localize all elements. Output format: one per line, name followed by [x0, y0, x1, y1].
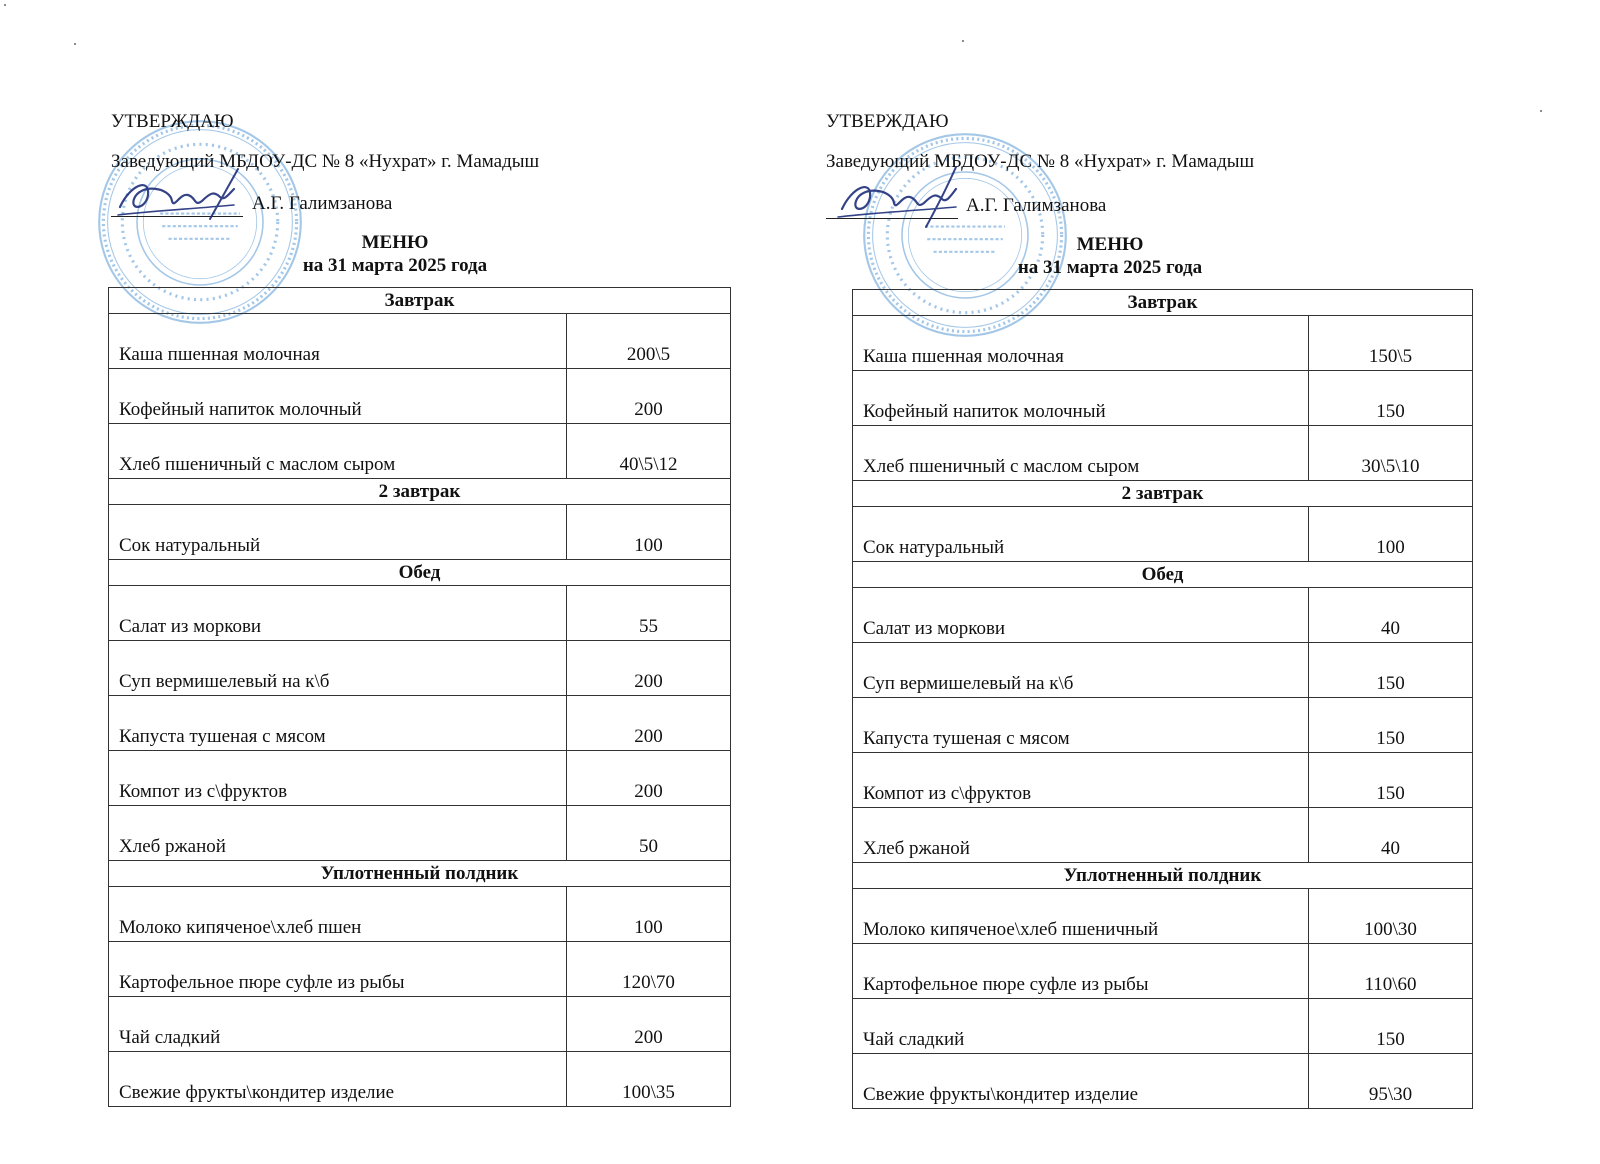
menu-row — [853, 507, 1473, 562]
menu-row — [109, 369, 731, 424]
dish-quantity: 95\30 — [1309, 1054, 1473, 1109]
dish-quantity: 150 — [1309, 753, 1473, 808]
dish-name: Молоко кипяченое\хлеб пшен — [109, 887, 567, 942]
section-title: Уплотненный полдник — [853, 863, 1473, 889]
menu-row — [109, 424, 731, 479]
menu-row — [853, 426, 1473, 481]
section-title: Обед — [109, 560, 731, 586]
dish-name: Кофейный напиток молочный — [853, 371, 1309, 426]
dish-quantity: 150 — [1309, 643, 1473, 698]
dish-name: Чай сладкий — [853, 999, 1309, 1054]
menu-row — [109, 887, 731, 942]
dish-name: Хлеб пшеничный с маслом сыром — [109, 424, 567, 479]
dish-name: Компот из с\фруктов — [853, 753, 1309, 808]
menu-row — [853, 753, 1473, 808]
dish-quantity: 150\5 — [1309, 316, 1473, 371]
menu-row — [853, 588, 1473, 643]
menu-sheet-right — [800, 0, 1600, 1164]
dish-quantity: 100 — [567, 887, 731, 942]
section-row — [109, 479, 731, 505]
dish-name: Сок натуральный — [853, 507, 1309, 562]
approve-name: А.Г. Галимзанова — [966, 195, 1107, 216]
dish-name: Салат из моркови — [853, 588, 1309, 643]
menu-row — [109, 806, 731, 861]
dish-quantity: 200\5 — [567, 314, 731, 369]
dish-quantity: 120\70 — [567, 942, 731, 997]
dish-name: Капуста тушеная с мясом — [109, 696, 567, 751]
dish-name: Сок натуральный — [109, 505, 567, 560]
dish-quantity: 100 — [567, 505, 731, 560]
menu-date: на 31 марта 2025 года — [1017, 257, 1203, 278]
dish-name: Салат из моркови — [109, 586, 567, 641]
section-row — [853, 562, 1473, 588]
menu-table — [108, 287, 731, 1107]
menu-row — [109, 751, 731, 806]
scan-speck — [74, 43, 76, 45]
menu-row — [853, 999, 1473, 1054]
menu-row — [109, 586, 731, 641]
section-row — [853, 863, 1473, 889]
menu-heading — [960, 233, 1260, 279]
section-title: Завтрак — [853, 290, 1473, 316]
dish-name: Хлеб ржаной — [853, 808, 1309, 863]
dish-quantity: 40 — [1309, 808, 1473, 863]
menu-row — [853, 316, 1473, 371]
dish-quantity: 200 — [567, 997, 731, 1052]
dish-name: Картофельное пюре суфле из рыбы — [109, 942, 567, 997]
dish-quantity: 150 — [1309, 371, 1473, 426]
dish-name: Суп вермишелевый на к\б — [109, 641, 567, 696]
menu-table — [852, 289, 1473, 1109]
dish-quantity: 30\5\10 — [1309, 426, 1473, 481]
menu-row — [853, 944, 1473, 999]
menu-row — [853, 889, 1473, 944]
dish-name: Молоко кипяченое\хлеб пшеничный — [853, 889, 1309, 944]
menu-row — [109, 1052, 731, 1107]
dish-quantity: 150 — [1309, 999, 1473, 1054]
menu-row — [853, 643, 1473, 698]
dish-name: Кофейный напиток молочный — [109, 369, 567, 424]
dish-quantity: 40 — [1309, 588, 1473, 643]
approve-title: УТВЕРЖДАЮ — [826, 111, 949, 132]
menu-row — [853, 808, 1473, 863]
menu-heading — [245, 231, 545, 277]
section-row — [109, 288, 731, 314]
section-title: Уплотненный полдник — [109, 861, 731, 887]
approve-position: Заведующий МБДОУ-ДС № 8 «Нухрат» г. Мамадыш — [826, 151, 1255, 172]
menu-row — [853, 1054, 1473, 1109]
dish-quantity: 55 — [567, 586, 731, 641]
menu-row — [109, 997, 731, 1052]
section-title: 2 завтрак — [853, 481, 1473, 507]
dish-quantity: 200 — [567, 641, 731, 696]
handwritten-signature — [110, 165, 250, 225]
menu-row — [853, 698, 1473, 753]
dish-name: Компот из с\фруктов — [109, 751, 567, 806]
dish-quantity: 200 — [567, 369, 731, 424]
dish-name: Чай сладкий — [109, 997, 567, 1052]
dish-quantity: 200 — [567, 696, 731, 751]
dish-quantity: 150 — [1309, 698, 1473, 753]
section-title: Завтрак — [109, 288, 731, 314]
handwritten-signature — [830, 165, 970, 230]
scan-speck — [962, 40, 964, 42]
section-row — [109, 861, 731, 887]
menu-title: МЕНЮ — [1076, 234, 1144, 255]
dish-name: Каша пшенная молочная — [853, 316, 1309, 371]
menu-row — [853, 371, 1473, 426]
menu-date: на 31 марта 2025 года — [302, 255, 488, 276]
section-title: Обед — [853, 562, 1473, 588]
approve-position: Заведующий МБДОУ-ДС № 8 «Нухрат» г. Мамадыш — [111, 151, 540, 172]
dish-name: Хлеб пшеничный с маслом сыром — [853, 426, 1309, 481]
dish-name: Каша пшенная молочная — [109, 314, 567, 369]
menu-row — [109, 641, 731, 696]
dish-name: Капуста тушеная с мясом — [853, 698, 1309, 753]
dish-name: Свежие фрукты\кондитер изделие — [853, 1054, 1309, 1109]
menu-row — [109, 942, 731, 997]
menu-row — [109, 505, 731, 560]
approve-name: А.Г. Галимзанова — [252, 193, 393, 214]
section-row — [109, 560, 731, 586]
menu-title: МЕНЮ — [361, 232, 429, 253]
dish-quantity: 100 — [1309, 507, 1473, 562]
approve-title: УТВЕРЖДАЮ — [111, 111, 234, 132]
scan-speck — [4, 4, 6, 6]
dish-quantity: 100\35 — [567, 1052, 731, 1107]
section-title: 2 завтрак — [109, 479, 731, 505]
dish-quantity: 110\60 — [1309, 944, 1473, 999]
dish-quantity: 50 — [567, 806, 731, 861]
dish-name: Свежие фрукты\кондитер изделие — [109, 1052, 567, 1107]
dish-name: Суп вермишелевый на к\б — [853, 643, 1309, 698]
menu-row — [109, 696, 731, 751]
dish-quantity: 200 — [567, 751, 731, 806]
section-row — [853, 481, 1473, 507]
scan-speck — [1540, 110, 1542, 112]
dish-name: Хлеб ржаной — [109, 806, 567, 861]
dish-quantity: 100\30 — [1309, 889, 1473, 944]
dish-name: Картофельное пюре суфле из рыбы — [853, 944, 1309, 999]
menu-row — [109, 314, 731, 369]
section-row — [853, 290, 1473, 316]
dish-quantity: 40\5\12 — [567, 424, 731, 479]
